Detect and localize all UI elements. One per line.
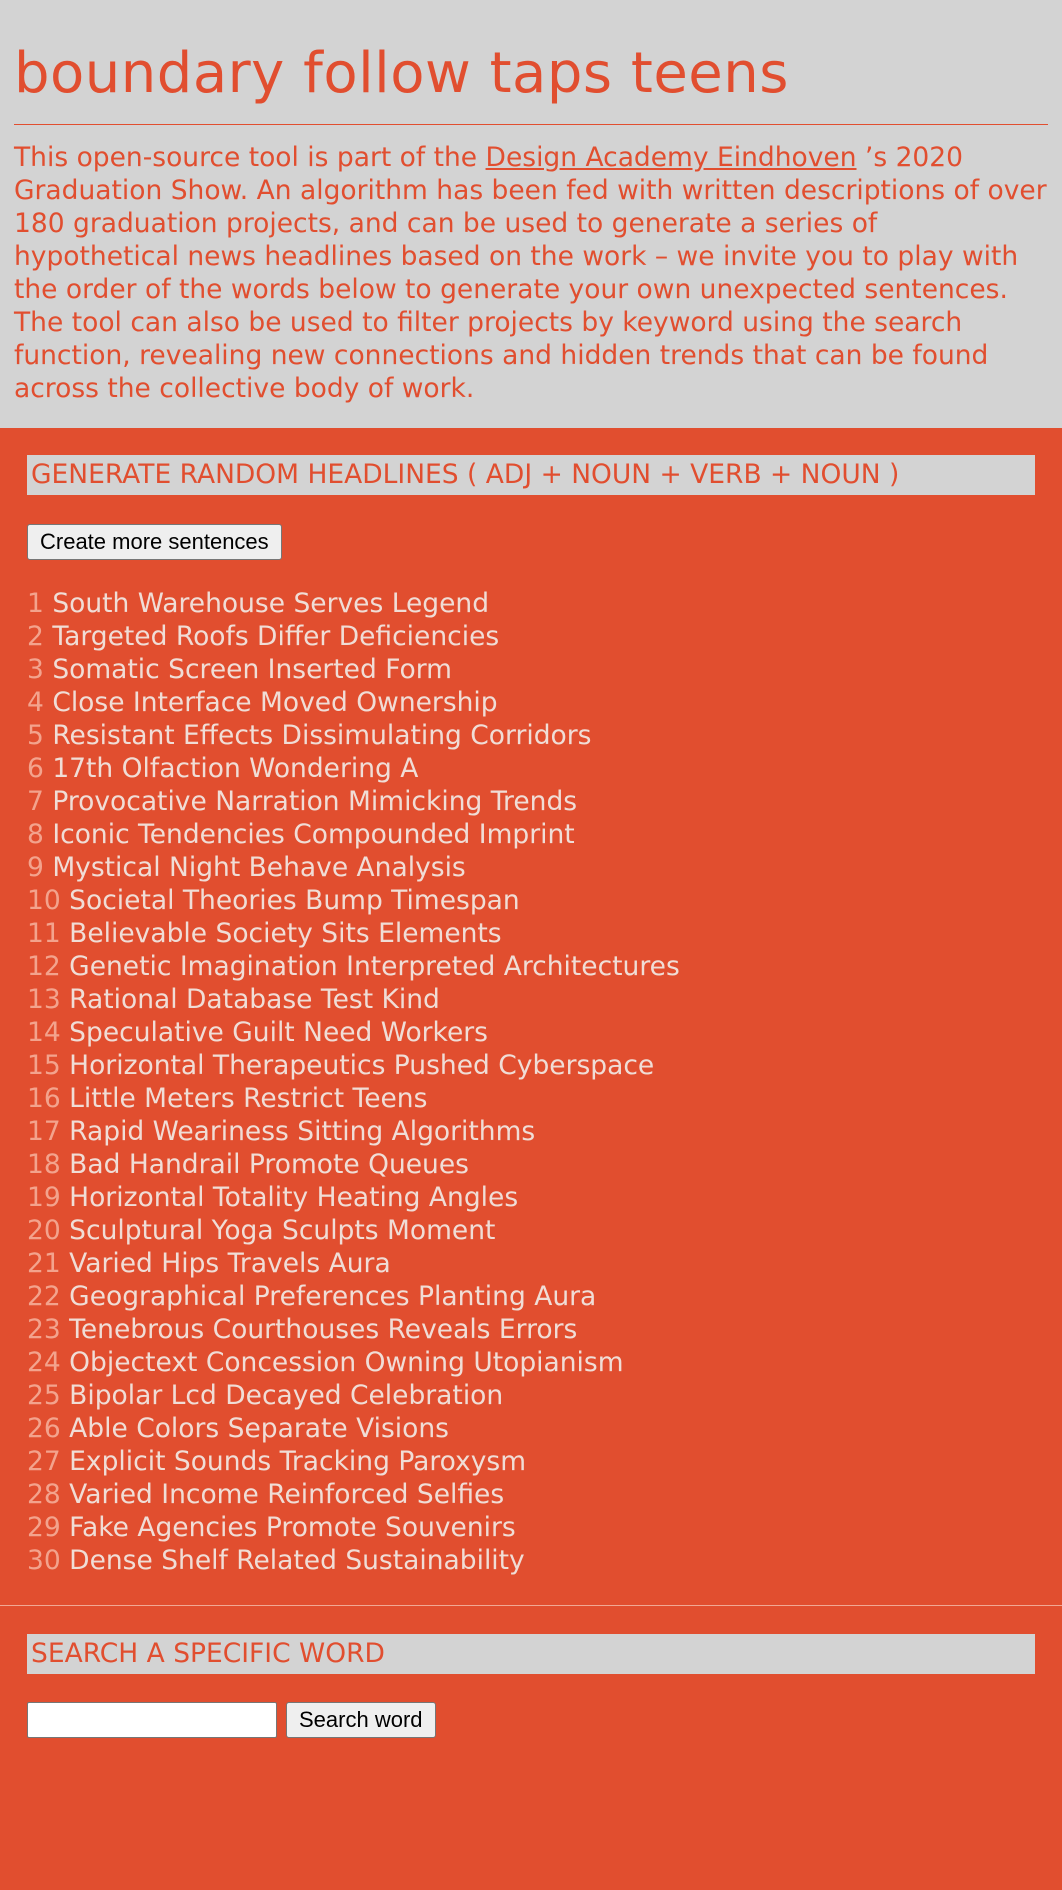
headline-text: Genetic Imagination Interpreted Architectures bbox=[69, 951, 680, 982]
headline-number: 15 bbox=[27, 1050, 61, 1081]
headline-item bbox=[27, 1280, 1035, 1313]
headline-item bbox=[27, 1445, 1035, 1478]
intro-text-end: ’s 2020 Graduation Show. An algorithm has been fed with written descriptions of over 180 graduation projects, and can be used to generate a series of hypothetical news headlines based on the work – we invite you to play with the order of the words below to generate your own unexpected sentences. The tool can also be used to filter projects by keyword using the search function, revealing new connections and hidden trends that can be found across the collective body of work. bbox=[14, 142, 1047, 404]
title-divider bbox=[14, 124, 1048, 125]
headline-item bbox=[27, 1082, 1035, 1115]
headline-number: 24 bbox=[27, 1347, 61, 1378]
headline-item bbox=[27, 1544, 1035, 1577]
generator-heading: GENERATE RANDOM HEADLINES ( ADJ + NOUN + VERB + NOUN ) bbox=[27, 455, 1035, 495]
headline-item bbox=[27, 1214, 1035, 1247]
headline-text: Targeted Roofs Differ Deficiencies bbox=[52, 621, 500, 652]
headline-item bbox=[27, 818, 1035, 851]
headline-number: 30 bbox=[27, 1545, 61, 1576]
headline-item bbox=[27, 917, 1035, 950]
page-title: boundary follow taps teens bbox=[14, 41, 789, 106]
headline-item bbox=[27, 1478, 1035, 1511]
headline-text: Bad Handrail Promote Queues bbox=[69, 1149, 469, 1180]
headline-text: Bipolar Lcd Decayed Celebration bbox=[69, 1380, 504, 1411]
headline-text: Geographical Preferences Planting Aura bbox=[69, 1281, 597, 1312]
headline-number: 6 bbox=[27, 753, 44, 784]
headline-number: 21 bbox=[27, 1248, 61, 1279]
headline-number: 10 bbox=[27, 885, 61, 916]
headline-number: 22 bbox=[27, 1281, 61, 1312]
headline-number: 14 bbox=[27, 1017, 61, 1048]
headline-text: Tenebrous Courthouses Reveals Errors bbox=[69, 1314, 578, 1345]
headline-item bbox=[27, 1049, 1035, 1082]
headline-item bbox=[27, 1511, 1035, 1544]
headline-item bbox=[27, 686, 1035, 719]
headline-number: 4 bbox=[27, 687, 44, 718]
headline-number: 27 bbox=[27, 1446, 61, 1477]
search-row bbox=[27, 1702, 1035, 1738]
headline-number: 8 bbox=[27, 819, 44, 850]
search-input[interactable] bbox=[27, 1702, 277, 1738]
headline-item bbox=[27, 884, 1035, 917]
headline-text: Dense Shelf Related Sustainability bbox=[69, 1545, 525, 1576]
headline-text: Sculptural Yoga Sculpts Moment bbox=[69, 1215, 496, 1246]
headline-item bbox=[27, 1379, 1035, 1412]
intro-paragraph bbox=[14, 141, 1048, 405]
headline-number: 3 bbox=[27, 654, 44, 685]
headline-text: South Warehouse Serves Legend bbox=[52, 588, 490, 619]
headline-number: 25 bbox=[27, 1380, 61, 1411]
headline-item bbox=[27, 950, 1035, 983]
headline-number: 13 bbox=[27, 984, 61, 1015]
headline-number: 26 bbox=[27, 1413, 61, 1444]
headline-number: 28 bbox=[27, 1479, 61, 1510]
headline-item bbox=[27, 719, 1035, 752]
headline-number: 12 bbox=[27, 951, 61, 982]
headline-text: Objectext Concession Owning Utopianism bbox=[69, 1347, 624, 1378]
headline-item bbox=[27, 1181, 1035, 1214]
headline-number: 20 bbox=[27, 1215, 61, 1246]
headline-number: 23 bbox=[27, 1314, 61, 1345]
headline-item bbox=[27, 653, 1035, 686]
headline-item bbox=[27, 1016, 1035, 1049]
headline-item bbox=[27, 1412, 1035, 1445]
headline-number: 19 bbox=[27, 1182, 61, 1213]
headline-item bbox=[27, 1115, 1035, 1148]
section-divider bbox=[0, 1605, 1062, 1606]
headline-text: Varied Income Reinforced Selfies bbox=[69, 1479, 505, 1510]
headline-text: Fake Agencies Promote Souvenirs bbox=[69, 1512, 516, 1543]
headline-text: Provocative Narration Mimicking Trends bbox=[52, 786, 578, 817]
search-word-button[interactable]: Search word bbox=[286, 1702, 436, 1738]
headline-text: Believable Society Sits Elements bbox=[69, 918, 502, 949]
headline-number: 18 bbox=[27, 1149, 61, 1180]
design-academy-link[interactable]: Design Academy Eindhoven bbox=[485, 142, 857, 173]
search-section bbox=[0, 1634, 1062, 1738]
headline-text: 17th Olfaction Wondering A bbox=[52, 753, 419, 784]
headline-item bbox=[27, 1247, 1035, 1280]
create-sentences-button[interactable]: Create more sentences bbox=[27, 524, 282, 560]
headline-text: Little Meters Restrict Teens bbox=[69, 1083, 428, 1114]
headline-number: 1 bbox=[27, 588, 44, 619]
headline-text: Explicit Sounds Tracking Paroxysm bbox=[69, 1446, 527, 1477]
headline-item bbox=[27, 1148, 1035, 1181]
headline-text: Rapid Weariness Sitting Algorithms bbox=[69, 1116, 536, 1147]
headline-item bbox=[27, 620, 1035, 653]
search-heading: SEARCH A SPECIFIC WORD bbox=[27, 1634, 1035, 1674]
headline-number: 2 bbox=[27, 621, 44, 652]
headline-text: Horizontal Therapeutics Pushed Cyberspace bbox=[69, 1050, 655, 1081]
headline-text: Iconic Tendencies Compounded Imprint bbox=[52, 819, 575, 850]
headline-number: 11 bbox=[27, 918, 61, 949]
headline-text: Varied Hips Travels Aura bbox=[69, 1248, 391, 1279]
headline-text: Able Colors Separate Visions bbox=[69, 1413, 449, 1444]
intro-header bbox=[0, 0, 1062, 428]
headline-item bbox=[27, 785, 1035, 818]
headline-text: Societal Theories Bump Timespan bbox=[69, 885, 520, 916]
headline-item bbox=[27, 752, 1035, 785]
headline-number: 9 bbox=[27, 852, 44, 883]
headline-item bbox=[27, 983, 1035, 1016]
headline-item bbox=[27, 851, 1035, 884]
headline-number: 16 bbox=[27, 1083, 61, 1114]
headline-number: 29 bbox=[27, 1512, 61, 1543]
headline-list bbox=[27, 587, 1035, 1577]
headline-item bbox=[27, 1346, 1035, 1379]
headline-text: Resistant Effects Dissimulating Corridors bbox=[52, 720, 592, 751]
intro-text-start: This open-source tool is part of the bbox=[14, 142, 486, 173]
headline-number: 17 bbox=[27, 1116, 61, 1147]
headline-number: 5 bbox=[27, 720, 44, 751]
headline-text: Somatic Screen Inserted Form bbox=[52, 654, 452, 685]
generator-section bbox=[0, 428, 1062, 1577]
headline-text: Close Interface Moved Ownership bbox=[52, 687, 498, 718]
headline-text: Rational Database Test Kind bbox=[69, 984, 440, 1015]
headline-text: Horizontal Totality Heating Angles bbox=[69, 1182, 519, 1213]
headline-item bbox=[27, 587, 1035, 620]
headline-number: 7 bbox=[27, 786, 44, 817]
headline-text: Speculative Guilt Need Workers bbox=[69, 1017, 488, 1048]
headline-item bbox=[27, 1313, 1035, 1346]
headline-text: Mystical Night Behave Analysis bbox=[52, 852, 466, 883]
